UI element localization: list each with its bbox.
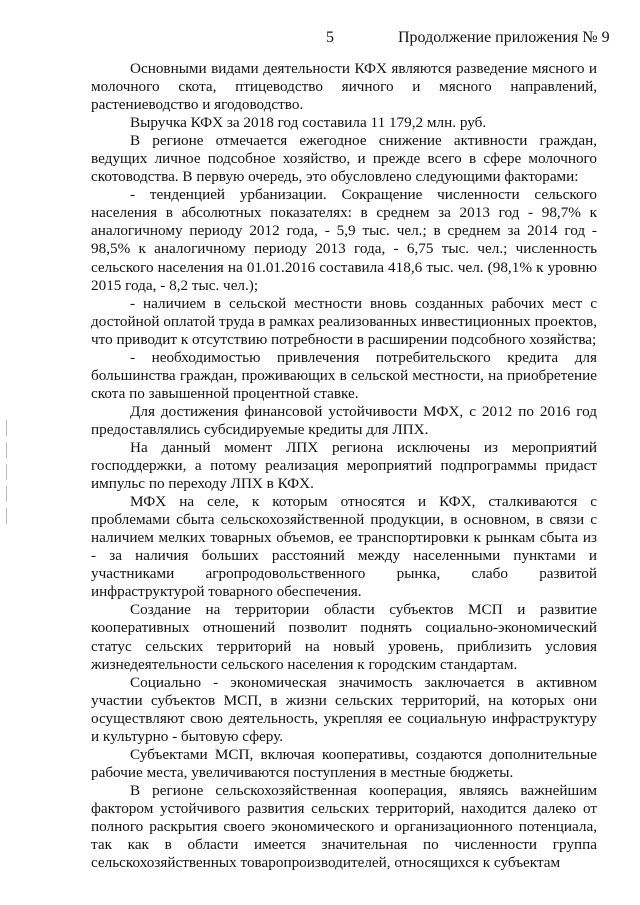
paragraph-sales-problems: МФХ на селе, к которым относятся и КФХ, сталкиваются с проблемами сбыта сельскохозяйственной продукции, в основном, в связи с наличием мелких товарных объемов, ее транспортировки к рынкам сбыта из - за наличия больших расстояний между населенными пунктами и участниками агропродовольственного рынка, слабо развитой инфраструктурой товарного обеспечения. [91, 493, 597, 601]
margin-mark [6, 486, 7, 502]
page-header-right: Продолжение приложения № 9 [398, 29, 610, 46]
paragraph-state-support: На данный момент ЛПХ региона исключены из мероприятий господдержки, а потому реализация мероприятий подпрограммы придаст импульс по переходу ЛПХ в КФХ. [91, 438, 597, 493]
paragraph-factor-urbanization: - тенденцией урбанизации. Сокращение численности сельского населения в абсолютных показателях: в среднем за 2013 год - 98,7% к аналогичному периоду 2012 года, - 5,9 тыс. чел.; в среднем за 2014 год - 98,5% к аналогичному периоду 2013 года, - 6,75 тыс. чел.; численность сельского населения на 01.01.2016 составила 418,6 тыс. чел. (98,1% к уровню 2015 года, - 8,2 тыс. чел.); [91, 186, 597, 294]
paragraph-jobs-budget: Субъектами МСП, включая кооперативы, создаются дополнительные рабочие места, увеличиваются поступления в местные бюджеты. [91, 745, 597, 781]
margin-marks [4, 420, 10, 550]
margin-mark [6, 464, 7, 480]
page-number: 5 [326, 29, 334, 46]
paragraph-msp-creation: Создание на территории области субъектов МСП и развитие кооперативных отношений позволит поднять социально-экономический статус сельских территорий на новый уровень, приблизить условия жизнедеятельности сельского населения к городским стандартам. [91, 601, 597, 673]
paragraph-revenue: Выручка КФХ за 2018 год составила 11 179,2 млн. руб. [130, 114, 487, 132]
document-body [91, 60, 597, 872]
paragraph-subsidized-credits: Для достижения финансовой устойчивости МФХ, с 2012 по 2016 год предоставлялись субсидируемые кредиты для ЛПХ. [91, 402, 597, 438]
paragraph-factor-credit: - необходимостью привлечения потребительского кредита для большинства граждан, проживающих в сельской местности, на приобретение скота по завышенной процентной ставке. [91, 348, 597, 402]
paragraph-factor-jobs: - наличием в сельской местности вновь созданных рабочих мест с достойной оплатой труда в рамках реализованных инвестиционных проектов, что приводит к отсутствию потребности в расширении подсобного хозяйства; [91, 294, 597, 348]
paragraph-main-activities: Основными видами деятельности КФХ являются разведение мясного и молочного скота, птицеводство яичного и мясного направлений, растениеводство и ягодоводство. [91, 60, 597, 114]
paragraph-social-significance: Социально - экономическая значимость заключается в активном участии субъектов МСП, в жизни сельских территорий, на которых они осуществляют свою деятельность, укрепляя ее социальную инфраструктуру и культурно - бытовую сферу. [91, 673, 597, 745]
margin-mark [6, 420, 7, 436]
paragraph-decline: В регионе отмечается ежегодное снижение активности граждан, ведущих личное подсобное хозяйство, и прежде всего в сфере молочного скотоводства. В первую очередь, это обусловлено следующими факторами: [91, 132, 597, 186]
paragraph-cooperation: В регионе сельскохозяйственная кооперация, являясь важнейшим фактором устойчивого развития сельских территорий, находится далеко от полного раскрытия своего экономического и организационного потенциала, так как в области имеется значительная по численности группа сельскохозяйственных товаропроизводителей, относящихся к субъектам [91, 781, 597, 872]
margin-mark [6, 508, 7, 524]
margin-mark [6, 442, 7, 458]
